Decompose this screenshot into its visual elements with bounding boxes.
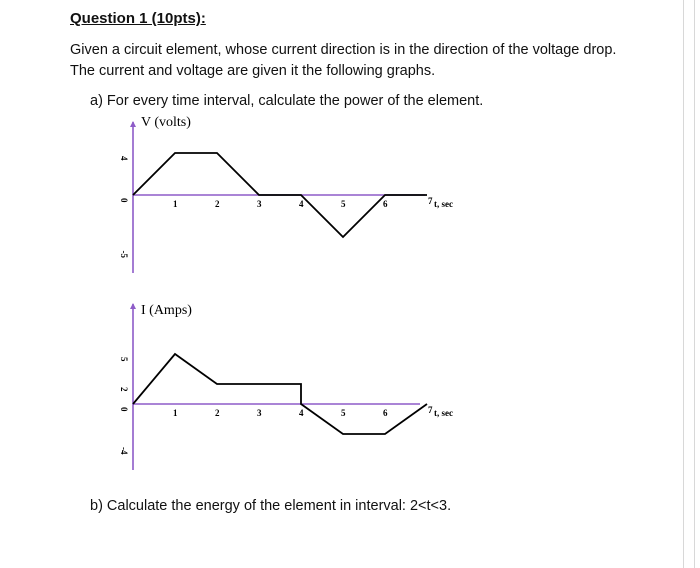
x-tick-label: 4 xyxy=(299,199,304,209)
x-tick-label: 5 xyxy=(341,199,346,209)
question-intro: Given a circuit element, whose current direction is in the direction of the voltage drop. The current and voltage are given it the following graphs. xyxy=(70,42,617,79)
y-tick-label: 5 xyxy=(119,357,129,362)
part-a-prompt: a) For every time interval, calculate the power of the element. xyxy=(90,93,484,109)
x-tick-label: 6 xyxy=(383,199,388,209)
x-axis-title: t, sec xyxy=(434,408,453,418)
y-tick-label: -4 xyxy=(119,447,129,455)
y-axis-title: V (volts) xyxy=(141,115,191,130)
x-tick-label-end: 7 xyxy=(428,196,433,206)
x-tick-label: 1 xyxy=(173,199,178,209)
x-tick-label: 2 xyxy=(215,199,220,209)
x-tick-label: 1 xyxy=(173,408,178,418)
x-axis-title: t, sec xyxy=(434,199,453,209)
x-tick-label: 3 xyxy=(257,408,262,418)
y-tick-label: 4 xyxy=(119,156,129,161)
voltage-chart xyxy=(100,108,500,278)
page-edge-line xyxy=(683,0,684,568)
x-tick-label: 6 xyxy=(383,408,388,418)
data-series-line xyxy=(133,354,427,434)
y-tick-label: 0 xyxy=(119,407,129,412)
part-b-prompt: b) Calculate the energy of the element in interval: 2<t<3. xyxy=(90,498,452,514)
y-axis-arrow xyxy=(130,121,136,127)
question-title: Question 1 (10pts): xyxy=(70,10,206,27)
x-tick-label-end: 7 xyxy=(428,405,433,415)
current-chart xyxy=(100,290,500,480)
y-axis-title: I (Amps) xyxy=(141,303,192,318)
page-edge-line-outer xyxy=(694,0,695,568)
y-tick-label: -5 xyxy=(119,250,129,258)
y-tick-label: 0 xyxy=(119,198,129,203)
y-tick-label: 2 xyxy=(119,387,129,392)
x-tick-label: 3 xyxy=(257,199,262,209)
y-axis-arrow xyxy=(130,303,136,309)
x-tick-label: 2 xyxy=(215,408,220,418)
x-tick-label: 5 xyxy=(341,408,346,418)
x-tick-label: 4 xyxy=(299,408,304,418)
